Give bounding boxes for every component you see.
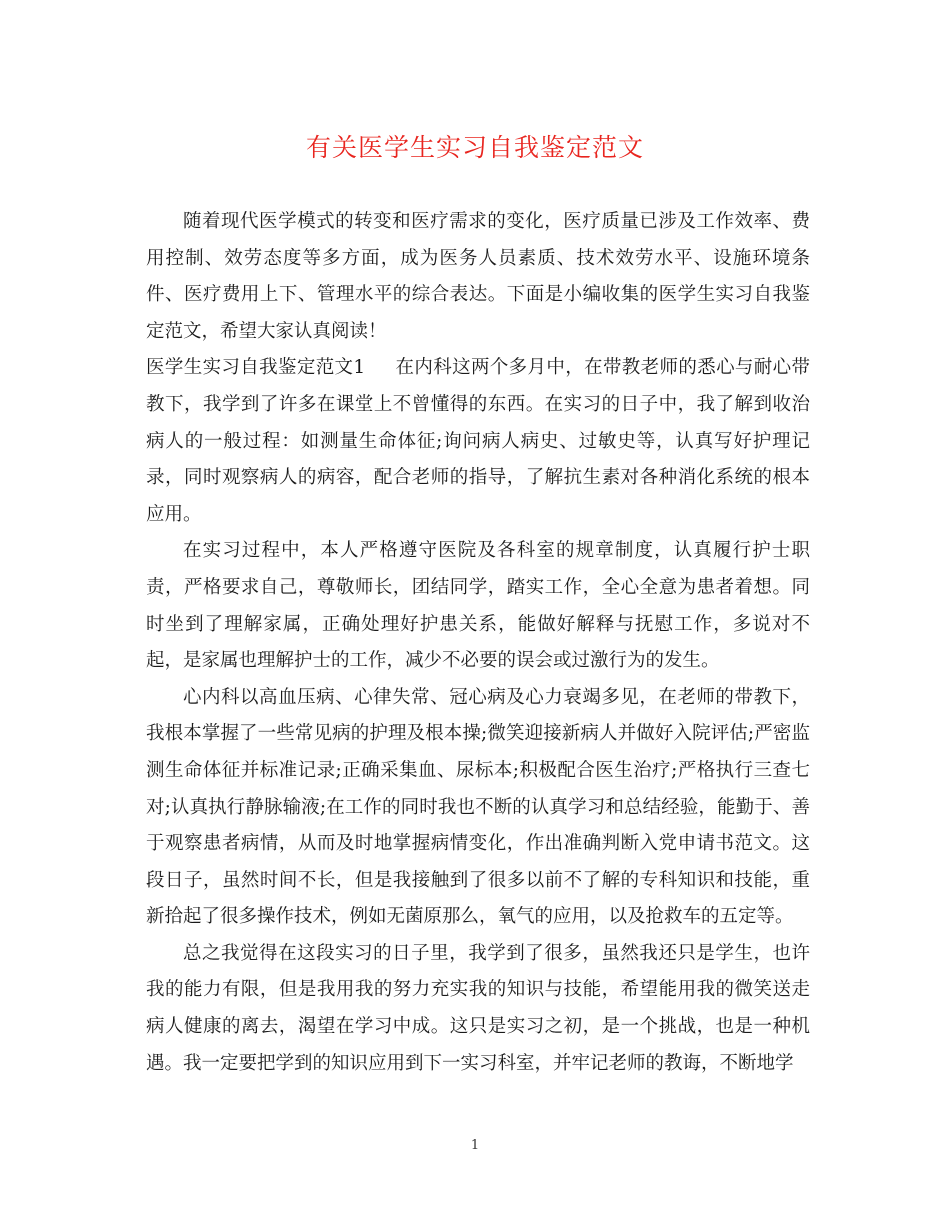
- body-paragraph-1: 在实习过程中，本人严格遵守医院及各科室的规章制度，认真履行护士职责，严格要求自己，尊敬师长，团结同学，踏实工作，全心全意为患者着想。同时坐到了理解家属，正确处理好护患关系，能做好解释与抚慰工作，多说对不起，是家属也理解护士的工作，减少不必要的误会或过激行为的发生。: [146, 540, 810, 672]
- section-first-text: 在内科这两个多月中，在带教老师的悉心与耐心带教下，我学到了许多在课堂上不曾懂得的东西。在实习的日子中，我了解到收治病人的一般过程：如测量生命体征;询问病人病史、过敏史等，认真写好护理记录，同时观察病人的病容，配合老师的指导，了解抗生素对各种消化系统的根本应用。: [146, 357, 810, 525]
- document-body: [146, 204, 810, 1082]
- body-paragraph-3: 总之我觉得在这段实习的日子里，我学到了很多，虽然我还只是学生，也许我的能力有限，但是我用我的努力充实我的知识与技能，希望能用我的微笑送走病人健康的离去，渴望在学习中成。这只是实习之初，是一个挑战，也是一种机遇。我一定要把学到的知识应用到下一实习科室，并牢记老师的教诲，不断地学: [146, 942, 810, 1074]
- intro-paragraph: 随着现代医学模式的转变和医疗需求的变化，医疗质量已涉及工作效率、费用控制、效劳态度等多方面，成为医务人员素质、技术效劳水平、设施环境条件、医疗费用上下、管理水平的综合表达。下面是小编收集的医学生实习自我鉴定范文，希望大家认真阅读！: [146, 211, 810, 342]
- page-number: 1: [470, 1138, 480, 1153]
- section-paragraph: [146, 350, 810, 533]
- section-heading: 医学生实习自我鉴定范文1: [146, 357, 366, 379]
- document-title: 有关医学生实习自我鉴定范文: [305, 133, 644, 162]
- body-paragraph-2: 心内科以高血压病、心律失常、冠心病及心力衰竭多见，在老师的带教下，我根本掌握了一些常见病的护理及根本操;微笑迎接新病人并做好入院评估;严密监测生命体征并标准记录;正确采集血、尿标本;积极配合医生治疗;严格执行三查七对;认真执行静脉输液;在工作的同时我也不断的认真学习和总结经验，能勤于、善于观察患者病情，从而及时地掌握病情变化，作出准确判断入党申请书范文。这段日子，虽然时间不长，但是我接触到了很多以前不了解的专科知识和技能，重新拾起了很多操作技术，例如无菌原那么，氧气的应用，以及抢救车的五定等。: [146, 686, 810, 928]
